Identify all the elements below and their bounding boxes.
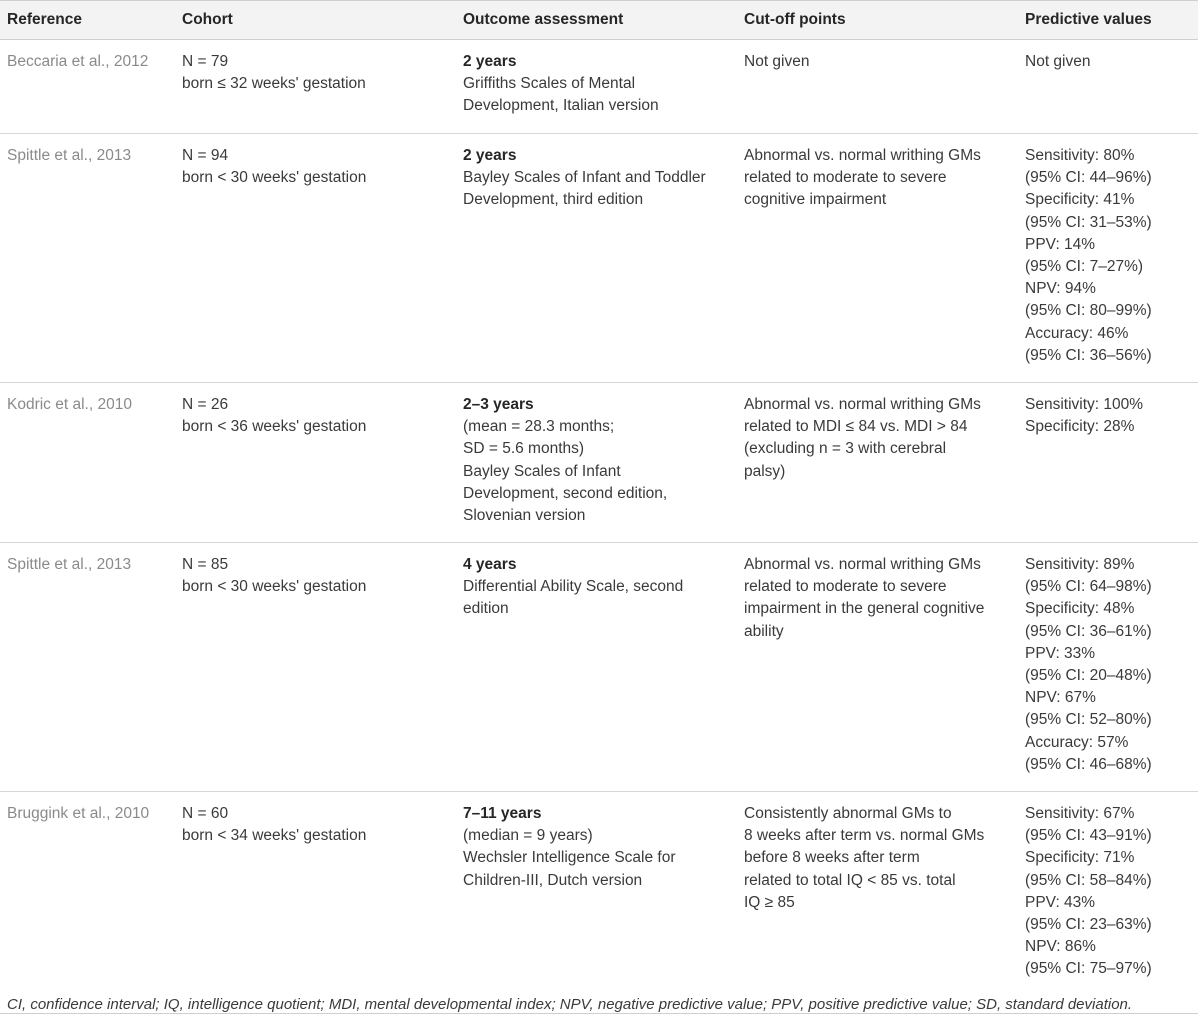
predictive-value-line: PPV: 33%	[1025, 644, 1096, 662]
cutoff-line: Consistently abnormal GMs to	[744, 805, 952, 822]
reference-cell	[0, 383, 175, 543]
predictive-value-line: PPV: 14%	[1025, 235, 1096, 253]
reference-citation: Bruggink et al., 2010	[7, 805, 150, 822]
predictive-cell	[1018, 383, 1198, 543]
predictive-value-line: (95% CI: 23–63%)	[1025, 916, 1152, 934]
cutoff-line: related to moderate to severe	[744, 578, 947, 596]
predictive-value-line: Specificity: 28%	[1025, 418, 1135, 436]
cohort-gestation: born < 34 weeks' gestation	[182, 827, 367, 845]
reference-citation: Spittle et al., 2013	[7, 147, 132, 164]
header-reference: Reference	[7, 11, 82, 28]
predictive-value-line: (95% CI: 80–99%)	[1025, 302, 1152, 320]
reference-cell	[0, 40, 175, 134]
predictive-value-line: NPV: 67%	[1025, 689, 1096, 707]
cutoff-line: related to MDI ≤ 84 vs. MDI > 84	[744, 418, 968, 436]
cohort-gestation: born < 30 weeks' gestation	[182, 578, 367, 596]
predictive-value-line: (95% CI: 52–80%)	[1025, 711, 1152, 729]
table-row	[0, 792, 1198, 1014]
predictive-value-line: Not given	[1025, 53, 1091, 70]
predictive-value-line: Sensitivity: 100%	[1025, 396, 1144, 413]
predictive-value-line: Specificity: 41%	[1025, 191, 1135, 209]
cohort-cell	[175, 543, 456, 792]
header-predictive-values: Predictive values	[1025, 11, 1152, 28]
cutoff-line: related to total IQ < 85 vs. total	[744, 871, 956, 889]
outcome-detail-line: (median = 9 years)	[463, 827, 593, 845]
cutoff-line: related to moderate to severe	[744, 169, 947, 187]
outcome-cell	[456, 40, 737, 134]
predictive-value-line: (95% CI: 44–96%)	[1025, 169, 1152, 187]
header-outcome-assessment: Outcome assessment	[463, 11, 624, 28]
outcome-age: 2 years	[463, 147, 517, 164]
reference-cell	[0, 543, 175, 792]
cutoff-cell	[737, 792, 1018, 1014]
outcome-detail-line: Griffiths Scales of Mental	[463, 75, 636, 93]
outcome-detail-line: Development, third edition	[463, 191, 644, 209]
reference-cell	[0, 134, 175, 383]
cutoff-line: (excluding n = 3 with cerebral	[744, 440, 947, 458]
outcome-age: 2–3 years	[463, 396, 534, 413]
cutoff-line: palsy)	[744, 462, 786, 480]
cutoff-line: Abnormal vs. normal writhing GMs	[744, 147, 981, 164]
cohort-size: N = 85	[182, 556, 229, 573]
predictive-value-line: (95% CI: 64–98%)	[1025, 578, 1152, 596]
table-body	[0, 40, 1198, 1014]
outcome-detail-line: SD = 5.6 months)	[463, 440, 585, 458]
predictive-value-line: Specificity: 48%	[1025, 600, 1135, 618]
table-row	[0, 134, 1198, 383]
predictive-cell	[1018, 134, 1198, 383]
predictive-value-line: (95% CI: 36–56%)	[1025, 346, 1152, 364]
cutoff-line: Not given	[744, 53, 810, 70]
reference-citation: Kodric et al., 2010	[7, 396, 132, 413]
header-row	[0, 1, 1198, 40]
outcome-cell	[456, 383, 737, 543]
predictive-value-line: Accuracy: 57%	[1025, 733, 1129, 751]
cohort-size: N = 79	[182, 53, 229, 70]
predictive-value-line: (95% CI: 31–53%)	[1025, 213, 1152, 231]
outcome-detail-line: Development, second edition,	[463, 484, 668, 502]
cutoff-line: Abnormal vs. normal writhing GMs	[744, 556, 981, 573]
cohort-gestation: born ≤ 32 weeks' gestation	[182, 75, 366, 93]
cohort-size: N = 94	[182, 147, 229, 164]
table-row	[0, 40, 1198, 134]
predictive-cell	[1018, 40, 1198, 134]
outcome-detail-line: edition	[463, 600, 509, 618]
cutoff-cell	[737, 543, 1018, 792]
cohort-cell	[175, 134, 456, 383]
table-row	[0, 543, 1198, 792]
predictive-value-line: PPV: 43%	[1025, 893, 1096, 911]
outcome-cell	[456, 134, 737, 383]
cohort-cell	[175, 40, 456, 134]
reference-cell	[0, 792, 175, 1014]
predictive-value-line: (95% CI: 43–91%)	[1025, 827, 1152, 845]
reference-citation: Beccaria et al., 2012	[7, 53, 149, 70]
outcome-age: 2 years	[463, 53, 517, 70]
predictive-value-line: NPV: 94%	[1025, 280, 1096, 298]
cutoff-line: impairment in the general cognitive	[744, 600, 985, 618]
predictive-value-line: (95% CI: 58–84%)	[1025, 871, 1152, 889]
cutoff-cell	[737, 383, 1018, 543]
outcome-age: 4 years	[463, 556, 517, 573]
predictive-value-line: Accuracy: 46%	[1025, 324, 1129, 342]
cutoff-line: before 8 weeks after term	[744, 849, 920, 867]
cohort-cell	[175, 792, 456, 1014]
predictive-value-line: Specificity: 71%	[1025, 849, 1135, 867]
predictive-value-line: (95% CI: 7–27%)	[1025, 258, 1144, 276]
predictive-value-line: Sensitivity: 80%	[1025, 147, 1135, 164]
outcome-detail-line: Bayley Scales of Infant	[463, 462, 621, 480]
outcome-cell	[456, 543, 737, 792]
outcome-detail-line: Slovenian version	[463, 507, 586, 525]
outcome-detail-line: Development, Italian version	[463, 97, 659, 115]
cohort-gestation: born < 36 weeks' gestation	[182, 418, 367, 436]
predictive-value-line: NPV: 86%	[1025, 938, 1096, 956]
header-cohort: Cohort	[182, 11, 233, 28]
table-row	[0, 383, 1198, 543]
cohort-gestation: born < 30 weeks' gestation	[182, 169, 367, 187]
outcome-detail-line: Children-III, Dutch version	[463, 871, 643, 889]
cutoff-line: 8 weeks after term vs. normal GMs	[744, 827, 985, 845]
cutoff-line: IQ ≥ 85	[744, 893, 795, 911]
cohort-cell	[175, 383, 456, 543]
outcome-detail-line: Wechsler Intelligence Scale for	[463, 849, 676, 867]
predictive-cell	[1018, 792, 1198, 1014]
reference-citation: Spittle et al., 2013	[7, 556, 132, 573]
predictive-cell	[1018, 543, 1198, 792]
outcome-age: 7–11 years	[463, 805, 542, 822]
cutoff-line: ability	[744, 622, 784, 640]
cohort-size: N = 26	[182, 396, 229, 413]
predictive-value-line: (95% CI: 75–97%)	[1025, 960, 1152, 978]
outcome-detail-line: Differential Ability Scale, second	[463, 578, 684, 596]
table-header	[0, 1, 1198, 40]
cutoff-cell	[737, 134, 1018, 383]
outcome-cell	[456, 792, 737, 1014]
cutoff-cell	[737, 40, 1018, 134]
cutoff-line: cognitive impairment	[744, 191, 887, 209]
predictive-value-line: (95% CI: 36–61%)	[1025, 622, 1152, 640]
header-cut-off-points: Cut-off points	[744, 11, 846, 28]
predictive-value-line: Sensitivity: 67%	[1025, 805, 1135, 822]
predictive-value-line: Sensitivity: 89%	[1025, 556, 1135, 573]
cutoff-line: Abnormal vs. normal writhing GMs	[744, 396, 981, 413]
predictive-value-line: (95% CI: 46–68%)	[1025, 755, 1152, 773]
table-footnote: CI, confidence interval; IQ, intelligence quotient; MDI, mental developmental index; NPV, negative predictive value; PPV, positive predictive value; SD, standard deviation.	[7, 996, 1133, 1013]
cohort-size: N = 60	[182, 805, 229, 822]
outcome-detail-line: (mean = 28.3 months;	[463, 418, 615, 436]
predictive-value-line: (95% CI: 20–48%)	[1025, 667, 1152, 685]
outcome-detail-line: Bayley Scales of Infant and Toddler	[463, 169, 706, 187]
